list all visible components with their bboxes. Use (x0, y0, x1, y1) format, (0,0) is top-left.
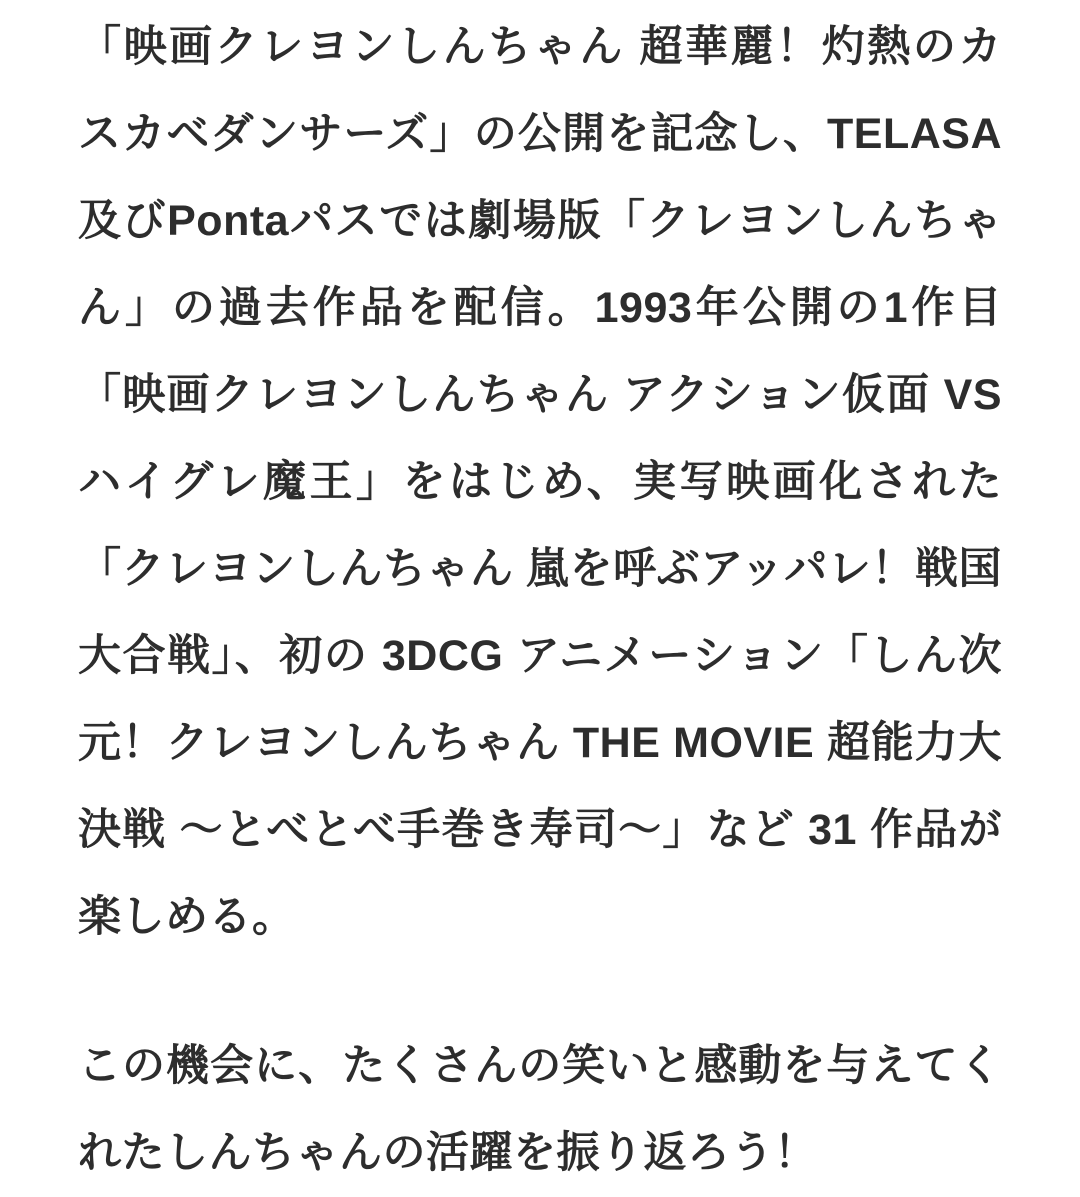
article-body (78, 0, 1002, 1197)
article-paragraph-1: 「映画クレヨンしんちゃん 超華麗！灼熱のカスカベダンサーズ」の公開を記念し、TELASA及びPontaパスでは劇場版「クレヨンしんちゃん」の過去作品を配信。1993年公開の1作目「映画クレヨンしんちゃん アクション仮面 VS ハイグレ魔王」をはじめ、実写映画化された「クレヨンしんちゃん 嵐を呼ぶアッパレ！戦国大合戦」、初の 3DCG アニメーション「しん次元！クレヨンしんちゃん THE MOVIE 超能力大決戦 〜とべとべ手巻き寿司〜」など 31 作品が楽しめる。 (78, 23, 1002, 941)
article-paragraph-2: この機会に、たくさんの笑いと感動を与えてくれたしんちゃんの活躍を振り返ろう！ (78, 1042, 1002, 1177)
paragraph-spacer (78, 961, 1002, 1023)
